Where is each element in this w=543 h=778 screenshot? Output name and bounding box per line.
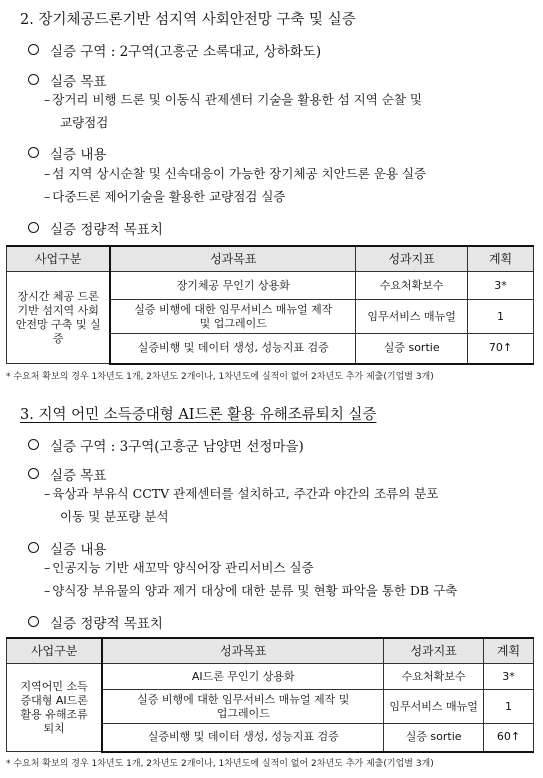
- plan-cell: 70↑: [468, 334, 534, 364]
- indicator-cell: 수요처확보수: [356, 272, 468, 300]
- bullet-text: 실증 내용: [50, 542, 107, 558]
- col-header-category: 사업구분: [7, 638, 103, 664]
- goal-cell: 실증비행 및 데이터 생성, 성능지표 검증: [102, 724, 383, 752]
- indicator-cell: 임무서비스 매뉴얼: [356, 300, 468, 334]
- circle-bullet-icon: [28, 44, 39, 55]
- goal-cell: 실증 비행에 대한 임무서비스 매뉴얼 제작 및 업그레이드: [102, 690, 383, 724]
- dash-symbol: –: [44, 486, 51, 501]
- section3-title: 3. 지역 어민 소득증대형 AI드론 활용 유해조류퇴치 실증: [20, 407, 377, 423]
- indicator-cell: 실증 sortie: [356, 334, 468, 364]
- goal-text-line1: 육상과 부유식 CCTV 관제센터를 설치하고, 주간과 야간의 조류의 분포: [52, 486, 439, 501]
- dash-symbol: –: [44, 166, 51, 181]
- section2-bullet-content: [28, 143, 106, 163]
- section2-footnote: * 수요처 확보의 경우 1차년도 1개, 2차년도 2개이나, 1차년도에 실적이 없어 2차년도 추가 제출(기업별 3개): [6, 372, 434, 382]
- section2-target-table: [6, 245, 534, 365]
- table-row: [7, 664, 534, 690]
- table-row: [7, 272, 534, 300]
- content-text: 인공지능 기반 새꼬막 양식어장 관리서비스 실증: [52, 560, 314, 575]
- section2-bullet-goal: [28, 70, 106, 90]
- bullet-text: 실증 목표: [50, 74, 107, 90]
- goal-text-line2: 이동 및 분포량 분석: [60, 509, 169, 524]
- indicator-cell: 임무서비스 매뉴얼: [384, 690, 484, 724]
- goal-text-line2: 교량점검: [60, 115, 109, 130]
- circle-bullet-icon: [28, 222, 39, 233]
- bullet-text: 실증 목표: [50, 468, 107, 484]
- circle-bullet-icon: [28, 439, 39, 450]
- bullet-text: 실증 구역 : 2구역(고흥군 소록대교, 상하화도): [50, 44, 322, 60]
- dash-symbol: –: [44, 92, 51, 107]
- content-text: 양식장 부유물의 양과 제거 대상에 대한 분류 및 현황 파악을 통한 DB 구축: [52, 583, 458, 598]
- circle-bullet-icon: [28, 468, 39, 479]
- category-cell: 지역어민 소득증대형 AI드론활용 유해조류퇴치: [7, 664, 103, 752]
- table-header-row: [7, 638, 534, 664]
- plan-cell: 3*: [484, 664, 534, 690]
- circle-bullet-icon: [28, 147, 39, 158]
- circle-bullet-icon: [28, 616, 39, 627]
- bullet-text: 실증 정량적 목표치: [50, 222, 163, 238]
- col-header-indicator: 성과지표: [384, 638, 484, 664]
- section3-target-table: [6, 637, 534, 753]
- table-header-row: [7, 246, 534, 272]
- goal-cell: 장기체공 무인기 상용화: [110, 272, 355, 300]
- col-header-goal: 성과목표: [102, 638, 383, 664]
- section3-bullet-goal: [28, 464, 106, 484]
- section3-goal-item: [44, 482, 533, 528]
- goal-cell: AI드론 무인기 상용화: [102, 664, 383, 690]
- section3-bullet-quant: [28, 612, 163, 632]
- section2-goal-item: [44, 88, 533, 134]
- indicator-cell: 수요처확보수: [384, 664, 484, 690]
- col-header-goal: 성과목표: [110, 246, 355, 272]
- bullet-text: 실증 정량적 목표치: [50, 616, 163, 632]
- col-header-indicator: 성과지표: [356, 246, 468, 272]
- bullet-text: 실증 구역 : 3구역(고흥군 남양면 선정마을): [50, 439, 304, 455]
- section3-bullet-content: [28, 538, 106, 558]
- section3-footnote: * 수요처 확보의 경우 1차년도 1개, 2차년도 2개이나, 1차년도에 실적이 없어 2차년도 추가 제출(기업별 3개): [6, 759, 434, 769]
- goal-text-line1: 장거리 비행 드론 및 이동식 관제센터 기술을 활용한 섬 지역 순찰 및: [52, 92, 422, 107]
- bullet-text: 실증 내용: [50, 147, 107, 163]
- circle-bullet-icon: [28, 542, 39, 553]
- content-text: 다중드론 제어기술을 활용한 교량점검 실증: [52, 189, 286, 204]
- section2-content-items: [44, 162, 533, 208]
- dash-symbol: –: [44, 583, 51, 598]
- plan-cell: 1: [484, 690, 534, 724]
- plan-cell: 60↑: [484, 724, 534, 752]
- section2-title: 2. 장기체공드론기반 섬지역 사회안전망 구축 및 실증: [20, 12, 356, 28]
- category-cell: 장시간 체공 드론기반 섬지역 사회안전망 구축 및 실증: [7, 272, 111, 364]
- col-header-plan: 계획: [484, 638, 534, 664]
- section2-bullet-area: [28, 40, 321, 60]
- plan-cell: 3*: [468, 272, 534, 300]
- dash-symbol: –: [44, 560, 51, 575]
- goal-cell: 실증비행 및 데이터 생성, 성능지표 검증: [110, 334, 355, 364]
- col-header-plan: 계획: [468, 246, 534, 272]
- plan-cell: 1: [468, 300, 534, 334]
- section2-bullet-quant: [28, 218, 163, 238]
- section3-content-items: [44, 556, 533, 602]
- dash-symbol: –: [44, 189, 51, 204]
- indicator-cell: 실증 sortie: [384, 724, 484, 752]
- circle-bullet-icon: [28, 74, 39, 85]
- goal-cell: 실증 비행에 대한 임무서비스 매뉴얼 제작 및 업그레이드: [110, 300, 355, 334]
- content-text: 섬 지역 상시순찰 및 신속대응이 가능한 장기체공 치안드론 운용 실증: [52, 166, 427, 181]
- col-header-category: 사업구분: [7, 246, 111, 272]
- section3-bullet-area: [28, 435, 304, 455]
